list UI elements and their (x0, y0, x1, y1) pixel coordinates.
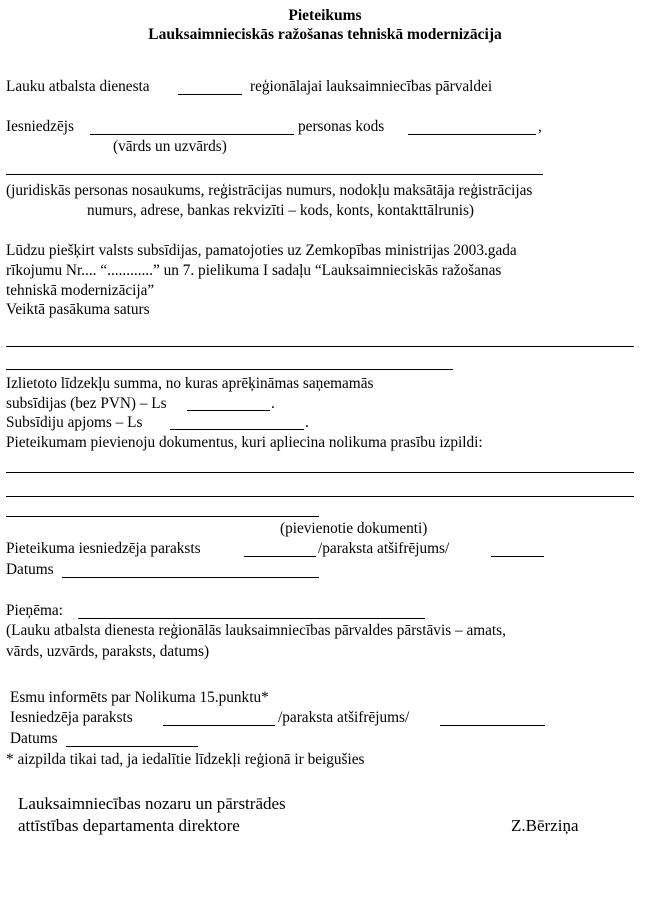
accepted-blank[interactable] (78, 618, 425, 619)
attachments-line: Pieteikumam pievienoju dokumentus, kuri apliecina nolikuma prasību izpildi: (6, 434, 483, 451)
measure-content-label: Veiktā pasākuma saturs (6, 301, 150, 318)
document-subtitle: Lauksaimnieciskās ražošanas tehniskā modernizācija (148, 26, 502, 43)
request-line1: Lūdzu piešķirt valsts subsīdijas, pamatojoties uz Zemkopības ministrijas 2003.gada (6, 242, 517, 259)
measure-content-blank-1[interactable] (6, 346, 634, 347)
subsidy-amount-blank[interactable] (187, 410, 270, 411)
subsidy-volume-label: Subsīdiju apjoms – Ls (6, 414, 143, 431)
informed-decode-label: /paraksta atšifrējums/ (278, 709, 410, 726)
signature-decode-label: /paraksta atšifrējums/ (318, 540, 450, 557)
attachments-blank-3[interactable] (6, 516, 319, 517)
period-1: . (271, 395, 275, 412)
document-title: Pieteikums (288, 7, 362, 24)
accepted-label: Pieņēma: (6, 602, 63, 619)
comma: , (538, 118, 542, 135)
date-label: Datums (6, 561, 54, 578)
request-line3: tehniskā modernizācija” (6, 282, 155, 299)
informed-sign-blank[interactable] (163, 725, 275, 726)
informed-decode-blank[interactable] (440, 725, 545, 726)
attachments-blank-1[interactable] (6, 472, 634, 473)
service-suffix: reģionālajai lauksaimniecības pārvaldei (250, 78, 493, 95)
accepted-hint-2: vārds, uzvārds, paraksts, datums) (6, 643, 210, 660)
request-line2: rīkojumu Nr.... “............” un 7. pielikuma I sadaļu “Lauksaimnieciskās ražošanas (6, 262, 502, 279)
subsidy-volume-blank[interactable] (170, 429, 304, 430)
accepted-hint-1: (Lauku atbalsta dienesta reģionālās lauksaimniecības pārvaldes pārstāvis – amats, (6, 622, 506, 639)
department-line1: Lauksaimniecības nozaru un pārstrādes (18, 794, 286, 813)
attachments-hint: (pievienotie dokumenti) (280, 520, 428, 537)
measure-content-blank-2[interactable] (6, 369, 453, 370)
signature-label: Pieteikuma iesniedzēja paraksts (6, 540, 201, 557)
legal-hint-line1: (juridiskās personas nosaukums, reģistrācijas numurs, nodokļu maksātāja reģistrācijas (6, 182, 533, 199)
service-prefix: Lauku atbalsta dienesta (6, 78, 150, 95)
informed-date-blank[interactable] (66, 746, 198, 747)
name-hint: (vārds un uzvārds) (113, 138, 227, 155)
informed-sign-label: Iesniedzēja paraksts (10, 709, 133, 726)
applicant-name-blank[interactable] (90, 134, 294, 135)
personal-code-label: personas kods (298, 118, 385, 135)
footnote: * aizpilda tikai tad, ja iedalītie līdzekļi reģionā ir beigušies (6, 751, 365, 768)
department-line2: attīstības departamenta direktore (18, 816, 240, 835)
region-blank[interactable] (178, 94, 242, 95)
period-2: . (305, 414, 309, 431)
informed-line: Esmu informēts par Nolikuma 15.punktu* (10, 689, 269, 706)
signature-blank[interactable] (244, 556, 316, 557)
legal-entity-blank[interactable] (6, 174, 543, 175)
date-blank[interactable] (62, 577, 319, 578)
legal-hint-line2: numurs, adrese, bankas rekvizīti – kods, konts, kontakttālrunis) (87, 202, 475, 219)
subsidy-amount-label: subsīdijas (bez PVN) – Ls (6, 395, 167, 412)
director-name: Z.Bērziņa (511, 816, 579, 835)
applicant-label: Iesniedzējs (6, 118, 74, 135)
signature-decode-blank[interactable] (491, 556, 544, 557)
funds-line1: Izlietoto līdzekļu summa, no kuras aprēķināmas saņemamās (6, 375, 374, 392)
informed-date-label: Datums (10, 730, 58, 747)
personal-code-blank[interactable] (408, 134, 536, 135)
attachments-blank-2[interactable] (6, 496, 634, 497)
